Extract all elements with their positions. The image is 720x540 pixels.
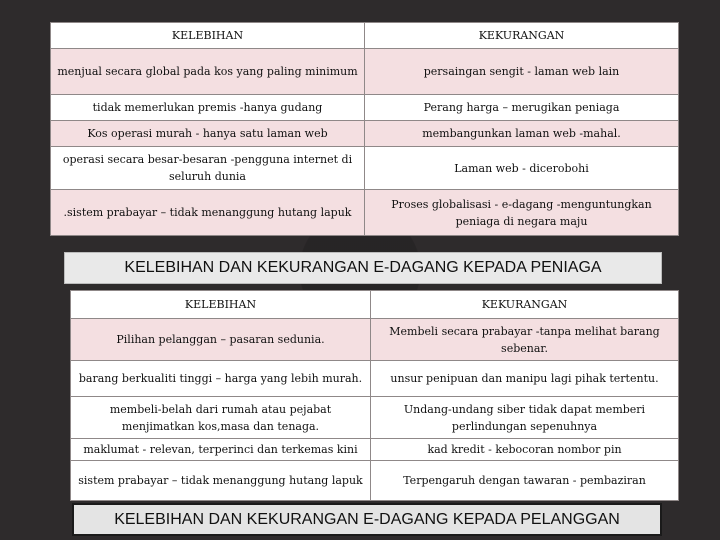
table-cell: operasi secara besar-besaran -pengguna internet di seluruh dunia <box>51 147 365 190</box>
table-cell: .sistem prabayar – tidak menanggung hutang lapuk <box>51 190 365 236</box>
table-row <box>71 319 679 361</box>
header-kekurangan: KEKURANGAN <box>371 291 679 319</box>
table-pelanggan <box>70 290 679 501</box>
table-row <box>71 361 679 397</box>
table-header-row <box>51 23 679 49</box>
table-row <box>51 147 679 190</box>
table-cell: tidak memerlukan premis -hanya gudang <box>51 95 365 121</box>
table-cell: persaingan sengit - laman web lain <box>365 49 679 95</box>
table-row <box>71 461 679 501</box>
table-cell: Pilihan pelanggan – pasaran sedunia. <box>71 319 371 361</box>
table-cell: membeli-belah dari rumah atau pejabat menjimatkan kos,masa dan tenaga. <box>71 397 371 439</box>
table-cell: kad kredit - kebocoran nombor pin <box>371 439 679 461</box>
table-cell: Laman web - dicerobohi <box>365 147 679 190</box>
table-row <box>51 121 679 147</box>
table-cell: Perang harga – merugikan peniaga <box>365 95 679 121</box>
header-kelebihan: KELEBIHAN <box>71 291 371 319</box>
table-cell: Proses globalisasi - e-dagang -menguntungkan peniaga di negara maju <box>365 190 679 236</box>
caption-peniaga: KELEBIHAN DAN KEKURANGAN E-DAGANG KEPADA PENIAGA <box>64 252 662 284</box>
table-peniaga <box>50 22 679 236</box>
table-header-row <box>71 291 679 319</box>
table-row <box>71 439 679 461</box>
table-cell: Kos operasi murah - hanya satu laman web <box>51 121 365 147</box>
table-cell: membangunkan laman web -mahal. <box>365 121 679 147</box>
table-cell: Undang-undang siber tidak dapat memberi perlindungan sepenuhnya <box>371 397 679 439</box>
caption-pelanggan: KELEBIHAN DAN KEKURANGAN E-DAGANG KEPADA PELANGGAN <box>72 503 662 536</box>
table-cell: sistem prabayar – tidak menanggung hutang lapuk <box>71 461 371 501</box>
table-row <box>71 397 679 439</box>
table-row <box>51 95 679 121</box>
header-kelebihan: KELEBIHAN <box>51 23 365 49</box>
table-row <box>51 190 679 236</box>
table-cell: menjual secara global pada kos yang paling minimum <box>51 49 365 95</box>
table-cell: Membeli secara prabayar -tanpa melihat barang sebenar. <box>371 319 679 361</box>
table-cell: barang berkualiti tinggi – harga yang lebih murah. <box>71 361 371 397</box>
table-cell: unsur penipuan dan manipu lagi pihak tertentu. <box>371 361 679 397</box>
header-kekurangan: KEKURANGAN <box>365 23 679 49</box>
table-row <box>51 49 679 95</box>
table-cell: Terpengaruh dengan tawaran - pembaziran <box>371 461 679 501</box>
table-cell: maklumat - relevan, terperinci dan terkemas kini <box>71 439 371 461</box>
